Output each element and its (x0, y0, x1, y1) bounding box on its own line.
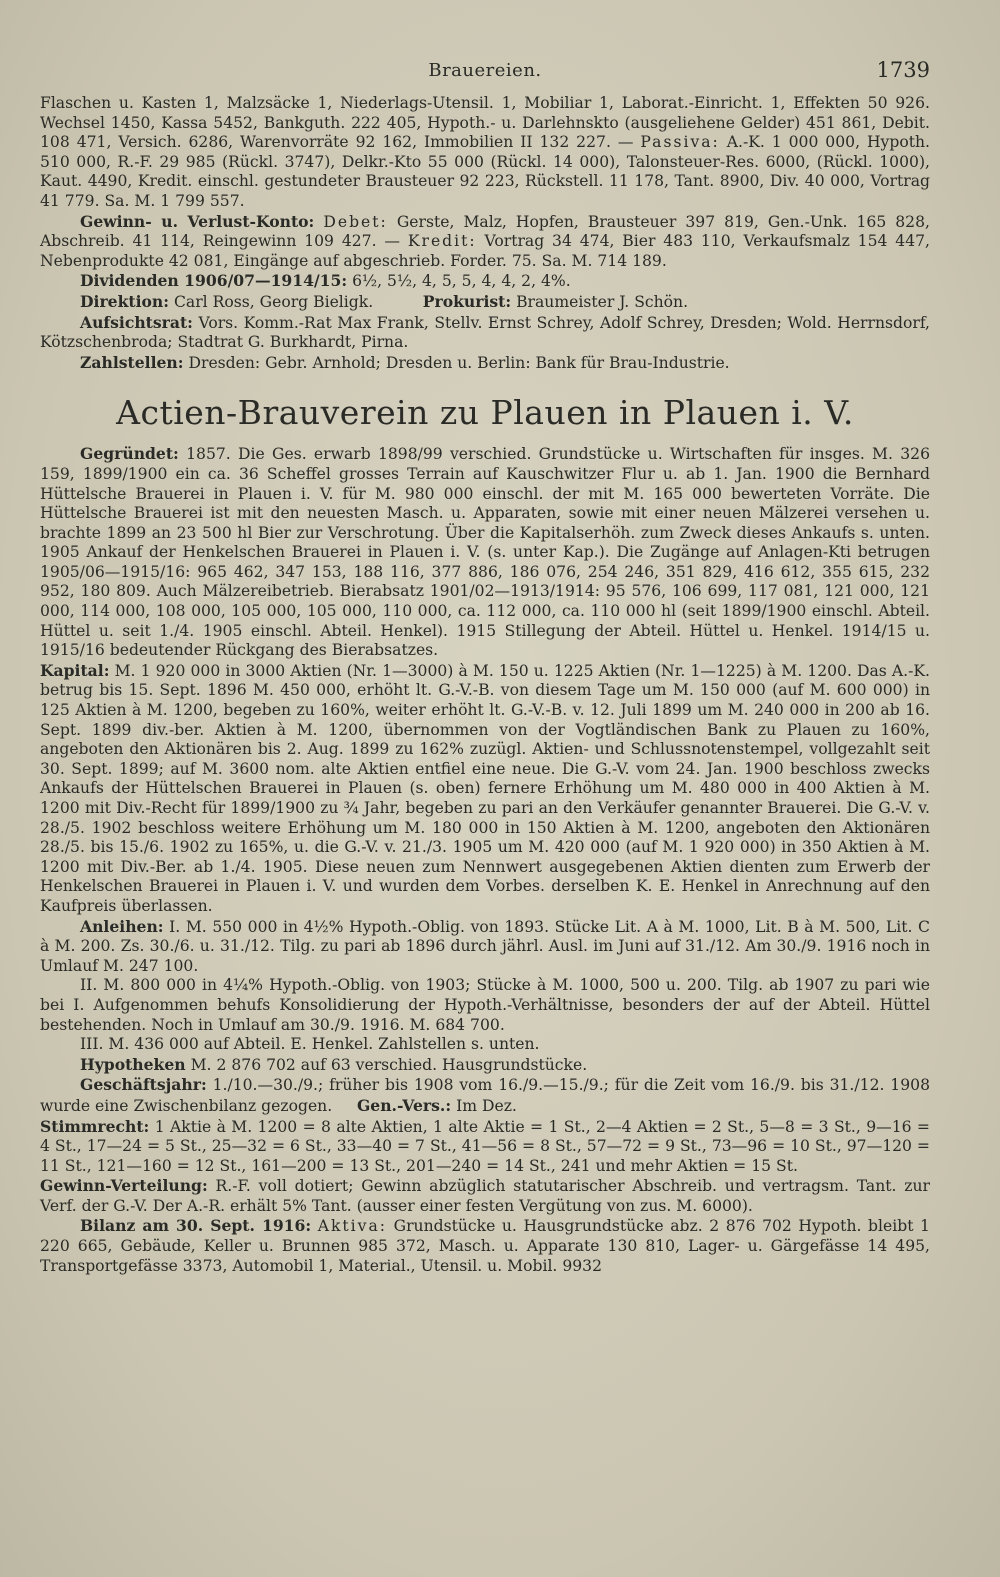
founded-text: 1857. Die Ges. erwarb 1898/99 verschied. Grundstücke u. Wirtschaften für insges. M. 326 159, 1899/1900 ein ca. 36 Scheffel grosses Terrain auf Kauschwitzer Flur u. ab 1. Jan. 1900 die Bernhard Hüttelsche Brauerei in Plauen i. V. für M. 980 000 einschl. der mit M. 165 000 bewerteten Vorräte. Die Hüttelsche Brauerei ist mit den neuesten Masch. u. Apparaten, sowie mit einer neuen Mälzerei versehen u. brachte 1899 an 23 500 hl Bier zur Verschrotung. Über die Kapitalserhöh. zum Zweck dieses Ankaufs s. unten. 1905 Ankauf der Henkelschen Brauerei in Plauen i. V. (s. unter Kap.). Die Zugänge auf Anlagen-Kti betrugen 1905/06—1915/16: 965 462, 347 153, 188 116, 377 886, 186 076, 254 246, 351 829, 416 612, 355 615, 232 952, 180 809. Auch Mälzereibetrieb. Bierabsatz 1901/02—1913/1914: 95 576, 106 699, 117 081, 121 000, 121 000, 114 000, 108 000, 105 000, 105 000, 110 000, ca. 112 000, ca. 110 000 hl (seit 1899/1900 einschl. Abteil. Hüttel u. seit 1./4. 1905 einschl. Abteil. Henkel). 1915 Stillegung der Abteil. Hüttel u. Henkel. 1914/15 u. 1915/16 bedeutender Rückgang des Bierabsatzes. (40, 445, 930, 660)
balance-continuation (40, 94, 930, 212)
loan-3-text: III. M. 436 000 auf Abteil. E. Henkel. Zahlstellen s. unten. (80, 1035, 540, 1054)
direction-label: Direktion: (80, 291, 170, 311)
balance-cont-text: Flaschen u. Kasten 1, Malzsäcke 1, Niederlags-Utensil. 1, Mobiliar 1, Laborat.-Einricht. 1, Effekten 50 926. Wechsel 1450, Kassa 5452, Bankguth. 222 405, Hypoth.- u. Darlehnskto (ausgeliehene Gelder) 451 861, Debit. 108 471, Versich. 6286, Warenvorräte 92 162, Immobilien II 132 227. — (40, 94, 930, 152)
direction-text: Carl Ross, Georg Bieligk. (173, 292, 374, 311)
prokurist-text: Braumeister J. Schön. (516, 292, 689, 311)
paying-agents-text: Dresden: Gebr. Arnhold; Dresden u. Berlin: Bank für Brau-Industrie. (188, 353, 730, 372)
passiva-label: Passiva: (640, 133, 720, 152)
general-meeting-text: Im Dez. (456, 1096, 517, 1115)
general-meeting-label: Gen.-Vers.: (356, 1095, 452, 1115)
passiva-text: A.-K. 1 000 000, Hypoth. 510 000, R.-F. 29 985 (Rückl. 3747), Delkr.-Kto 55 000 (Rückl. 14 000), Talonsteuer-Res. 6000, (Rückl. 1000), Kaut. 4490, Kredit. einschl. gestundeter Brausteuer 92 223, Rückstell. 11 178, Tant. 8900, Div. 40 000, Vortrag 41 779. Sa. M. 1 799 557. (40, 133, 930, 210)
debet-label: Debet: (323, 212, 388, 231)
mortgages-text: M. 2 876 702 auf 63 verschied. Hausgrundstücke. (190, 1055, 588, 1074)
mortgages-section (40, 1055, 930, 1076)
capital-text: M. 1 920 000 in 3000 Aktien (Nr. 1—3000) à M. 150 u. 1225 Aktien (Nr. 1—1225) à M. 1200. Das A.-K. betrug bis 15. Sept. 1896 M. 450 000, erhöht lt. G.-V.-B. von diesem Tage um M. 150 000 (auf M. 600 000) in 125 Aktien à M. 1200, begeben zu 160%, weiter erhöht lt. G.-V.-B. v. 12. Juli 1899 um M. 240 000 in 200 ab 16. Sept. 1899 div.-ber. Aktien à M. 1200, übernommen von der Vogtländischen Bank zu Plauen zu 160%, angeboten den Aktionären bis 2. Aug. 1899 zu 162% zuzügl. Aktien- und Schlussnotenstempel, vollgezahlt seit 30. Sept. 1899; auf M. 3600 nom. alte Aktien entfiel eine neue. Die G.-V. vom 24. Jan. 1900 beschloss zwecks Ankaufs der Hüttelschen Brauerei in Plauen (s. oben) fernere Erhöhung um M. 480 000 in 400 Aktien à M. 1200 mit Div.-Recht für 1899/1900 zu ¾ Jahr, begeben zu pari an den Verkäufer genannter Brauerei. Die G.-V. v. 28./5. 1902 beschloss weitere Erhöhung um M. 180 000 in 150 Aktien à M. 1200, angeboten den Aktionären 28./5. bis 15./6. 1902 zu 165%, u. die G.-V. v. 21./3. 1905 um M. 420 000 (auf M. 1 920 000) in 350 Aktien à M. 1200 mit Div.-Ber. ab 1./4. 1905. Diese neuen zum Nennwert ausgegebenen Aktien dienten zum Erwerb der Henkelschen Brauerei in Plauen i. V. und wurden dem Vorbes. derselben K. E. Henkel in Anrechnung auf den Kaufpreis überlassen. (40, 661, 930, 915)
aktiva-label: Aktiva: (317, 1217, 388, 1236)
fiscal-year-label: Geschäftsjahr: (80, 1075, 207, 1095)
supervisory-board-text: Vors. Komm.-Rat Max Frank, Stellv. Ernst Schrey, Adolf Schrey, Dresden; Wold. Herrnsdorf, Kötzschenbroda; Stadtrat G. Burkhardt, Pirna. (40, 313, 930, 352)
loan-3 (40, 1035, 930, 1055)
running-head (40, 60, 930, 94)
balance-sheet-section (40, 1216, 930, 1276)
voting-rights-text: 1 Aktie à M. 1200 = 8 alte Aktien, 1 alte Aktie = 1 St., 2—4 Aktien = 2 St., 5—8 = 3 St., 9—16 = 4 St., 17—24 = 5 St., 25—32 = 6 St., 33—40 = 7 St., 41—56 = 8 St., 57—72 = 9 St., 73—96 = 10 St., 97—120 = 11 St., 121—160 = 12 St., 161—200 = 13 St., 201—240 = 14 St., 241 und mehr Aktien = 15 St. (40, 1117, 930, 1175)
fiscal-year-text: 1./10.—30./9.; früher bis 1908 vom 16./9.—15./9.; für die Zeit vom 16./9. bis 31./12. 1908 wurde eine Zwischenbilanz gezogen. (40, 1076, 930, 1115)
founded-section (40, 444, 930, 661)
profit-distribution-section (40, 1176, 930, 1216)
paying-agents (40, 353, 930, 374)
loan-2-text: II. M. 800 000 in 4¼% Hypoth.-Oblig. von 1903; Stücke à M. 1000, 500 u. 200. Tilg. ab 1907 zu pari wie bei I. Aufgenommen behufs Konsolidierung der Hypoth.-Verhältnisse, besonders der auf der Abteil. Hüttel bestehenden. Noch in Umlauf am 30./9. 1916. M. 684 700. (40, 976, 930, 1034)
loan-2 (40, 976, 930, 1035)
prokurist-label: Prokurist: (422, 291, 512, 311)
loans-label: Anleihen: (80, 916, 164, 936)
page-number: 1739 (876, 58, 930, 82)
loan-1-text: I. M. 550 000 in 4½% Hypoth.-Oblig. von 1893. Stücke Lit. A à M. 1000, Lit. B à M. 500, Lit. C à M. 200. Zs. 30./6. u. 31./12. Tilg. zu pari ab 1896 durch jährl. Ausl. im Juni auf 31./12. Am 30./9. 1916 noch in Umlauf M. 247 100. (40, 917, 930, 975)
capital-label: Kapital: (40, 660, 110, 680)
voting-rights-label: Stimmrecht: (40, 1116, 150, 1136)
company-title: Actien-Brauverein zu Plauen in Plauen i. V. (116, 393, 854, 433)
mortgages-label: Hypotheken (80, 1054, 186, 1074)
kredit-label: Kredit: (407, 232, 477, 251)
dividends-text: 6½, 5½, 4, 5, 5, 4, 4, 2, 4%. (352, 272, 571, 291)
fiscal-year-section (40, 1075, 930, 1116)
dividends-label: Dividenden 1906/07—1914/15: (80, 271, 348, 291)
profit-distribution-text: R.-F. voll dotiert; Gewinn abzüglich statutarischer Abschreib. und vertragsm. Tant. zur Verf. der G.-V. Der A.-R. erhält 5% Tant. (ausser einer festen Vergütung von zus. M. 6000). (40, 1177, 930, 1215)
paying-agents-label: Zahlstellen: (80, 352, 184, 372)
voting-rights-section (40, 1117, 930, 1177)
founded-label: Gegründet: (80, 444, 179, 464)
loans-section (40, 917, 930, 977)
debet-text: Gerste, Malz, Hopfen, Brausteuer 397 819, Gen.-Unk. 165 828, Abschreib. 41 114, Reingewinn 109 427. — (40, 212, 930, 251)
dividends (40, 271, 930, 292)
profit-loss-label: Gewinn- u. Verlust-Konto: (80, 211, 315, 231)
supervisory-board-label: Aufsichtsrat: (80, 312, 193, 332)
kredit-text: Vortrag 34 474, Bier 483 110, Verkaufsmalz 154 447, Nebenprodukte 42 081, Eingänge auf abgeschrieb. Forder. 75. Sa. M. 714 189. (40, 232, 930, 270)
direction (40, 292, 930, 313)
balance-sheet-label: Bilanz am 30. Sept. 1916: (80, 1216, 312, 1236)
supervisory-board (40, 313, 930, 353)
balance-sheet-text: Grundstücke u. Hausgrundstücke abz. 2 876 702 Hypoth. bleibt 1 220 665, Gebäude, Keller u. Brunnen 985 372, Masch. u. Apparate 130 810, Lager- u. Gärgefässe 14 495, Transportgefässe 3373, Automobil 1, Material., Utensil. u. Mobil. 9932 (40, 1217, 930, 1275)
capital-section (40, 661, 930, 917)
profit-distribution-label: Gewinn-Verteilung: (40, 1176, 208, 1196)
profit-loss-account (40, 212, 930, 272)
running-title: Brauereien. (428, 60, 542, 81)
